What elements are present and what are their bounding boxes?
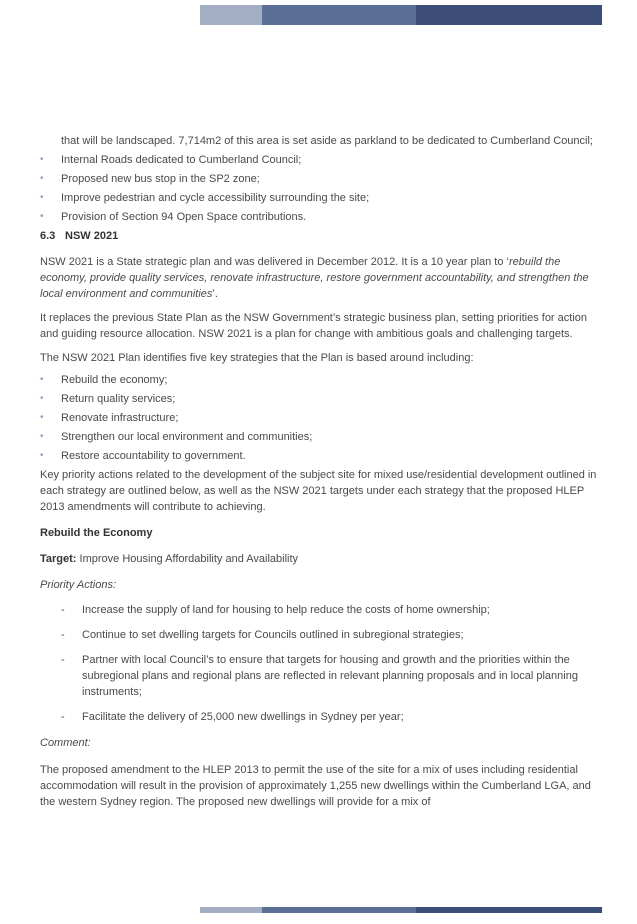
target-text: Improve Housing Affordability and Availability xyxy=(76,553,299,565)
bullet-icon: • xyxy=(40,192,44,203)
list-item: - Partner with local Council’s to ensure that targets for housing and growth and the priorities within the subregional plans and regional plans are reflected in relevant planning proposals and in local planning instruments; xyxy=(61,654,578,698)
footer-band-segment-light xyxy=(200,907,262,913)
dash-marker: - xyxy=(61,711,65,723)
list-item: • Improve pedestrian and cycle accessibility surrounding the site; xyxy=(40,192,370,204)
list-item: • Restore accountability to government. xyxy=(40,450,246,462)
top-bullet-list xyxy=(40,152,602,225)
bullet-icon: • xyxy=(40,211,44,222)
list-item: • Provision of Section 94 Open Space contributions. xyxy=(40,211,307,223)
paragraph-strategies-intro: The NSW 2021 Plan identifies five key strategies that the Plan is based around including: xyxy=(40,352,474,364)
paragraph-comment: The proposed amendment to the HLEP 2013 to permit the use of the site for a mix of uses including residential accommodation will result in the provision of approximately 1,255 new dwellings within the Cumberland LGA, and the western Sydney region. The proposed new dwellings will provide for a mix of xyxy=(40,764,591,808)
document-body xyxy=(40,133,602,810)
list-item: • Return quality services; xyxy=(40,393,176,405)
footer-band-segment-mid xyxy=(262,907,416,913)
bullet-icon: • xyxy=(40,431,44,442)
list-item: • Strengthen our local environment and communities; xyxy=(40,431,313,443)
strategies-list xyxy=(40,372,602,464)
bullet-icon: • xyxy=(40,173,44,184)
footer-band-segment-dark xyxy=(416,907,602,913)
section-heading xyxy=(40,228,602,244)
paragraph-priority-actions: Key priority actions related to the development of the subject site for mixed use/residential development outlined in each strategy are outlined below, as well as the NSW 2021 targets under each strategy that the proposed HLEP 2013 amendments will contribute to achieving. xyxy=(40,469,597,513)
dash-marker: - xyxy=(61,654,65,666)
list-item: - Continue to set dwelling targets for Councils outlined in subregional strategies; xyxy=(61,629,464,641)
section-title: NSW 2021 xyxy=(65,230,119,242)
bullet-icon: • xyxy=(40,374,44,385)
footer-color-band xyxy=(200,907,602,913)
bullet-icon: • xyxy=(40,393,44,404)
section-number: 6.3 xyxy=(40,230,56,242)
header-band-segment-dark xyxy=(416,5,602,25)
bullet-icon: • xyxy=(40,154,44,165)
list-item: • Rebuild the economy; xyxy=(40,374,168,386)
paragraph-intro: NSW 2021 is a State strategic plan and was delivered in December 2012. It is a 10 year plan to ‘rebuild the economy, provide quality services, renovate infrastructure, restore government accountability, and strengthen the local environment and communities’. xyxy=(40,256,589,300)
list-item: - Facilitate the delivery of 25,000 new dwellings in Sydney per year; xyxy=(61,711,404,723)
list-item: - Increase the supply of land for housing to help reduce the costs of home ownership; xyxy=(61,604,490,616)
header-color-band xyxy=(200,5,602,25)
target-line xyxy=(40,551,602,567)
list-item: • Proposed new bus stop in the SP2 zone; xyxy=(40,173,260,185)
priority-actions-label: Priority Actions: xyxy=(40,579,117,591)
dash-marker: - xyxy=(61,629,65,641)
paragraph-state-plan: It replaces the previous State Plan as the NSW Government’s strategic business plan, setting priorities for action and guiding resource allocation. NSW 2021 is a plan for change with ambitious goals and challenging targets. xyxy=(40,312,588,340)
bullet-icon: • xyxy=(40,450,44,461)
priority-actions-list xyxy=(40,602,602,725)
list-item: • Internal Roads dedicated to Cumberland Council; xyxy=(40,154,302,166)
bullet-icon: • xyxy=(40,412,44,423)
quoted-goals: rebuild the economy, provide quality services, renovate infrastructure, restore government accountability, and strengthen the local environment and communities xyxy=(40,256,589,300)
bullet-continuation: that will be landscaped. 7,714m2 of this area is set aside as parkland to be dedicated to Cumberland Council; xyxy=(61,135,593,147)
comment-label: Comment: xyxy=(40,737,91,749)
list-item: • Renovate infrastructure; xyxy=(40,412,179,424)
header-band-segment-mid xyxy=(262,5,416,25)
dash-marker: - xyxy=(61,604,65,616)
header-band-segment-light xyxy=(200,5,262,25)
subheading-rebuild-economy: Rebuild the Economy xyxy=(40,527,153,539)
target-label: Target: xyxy=(40,553,77,565)
